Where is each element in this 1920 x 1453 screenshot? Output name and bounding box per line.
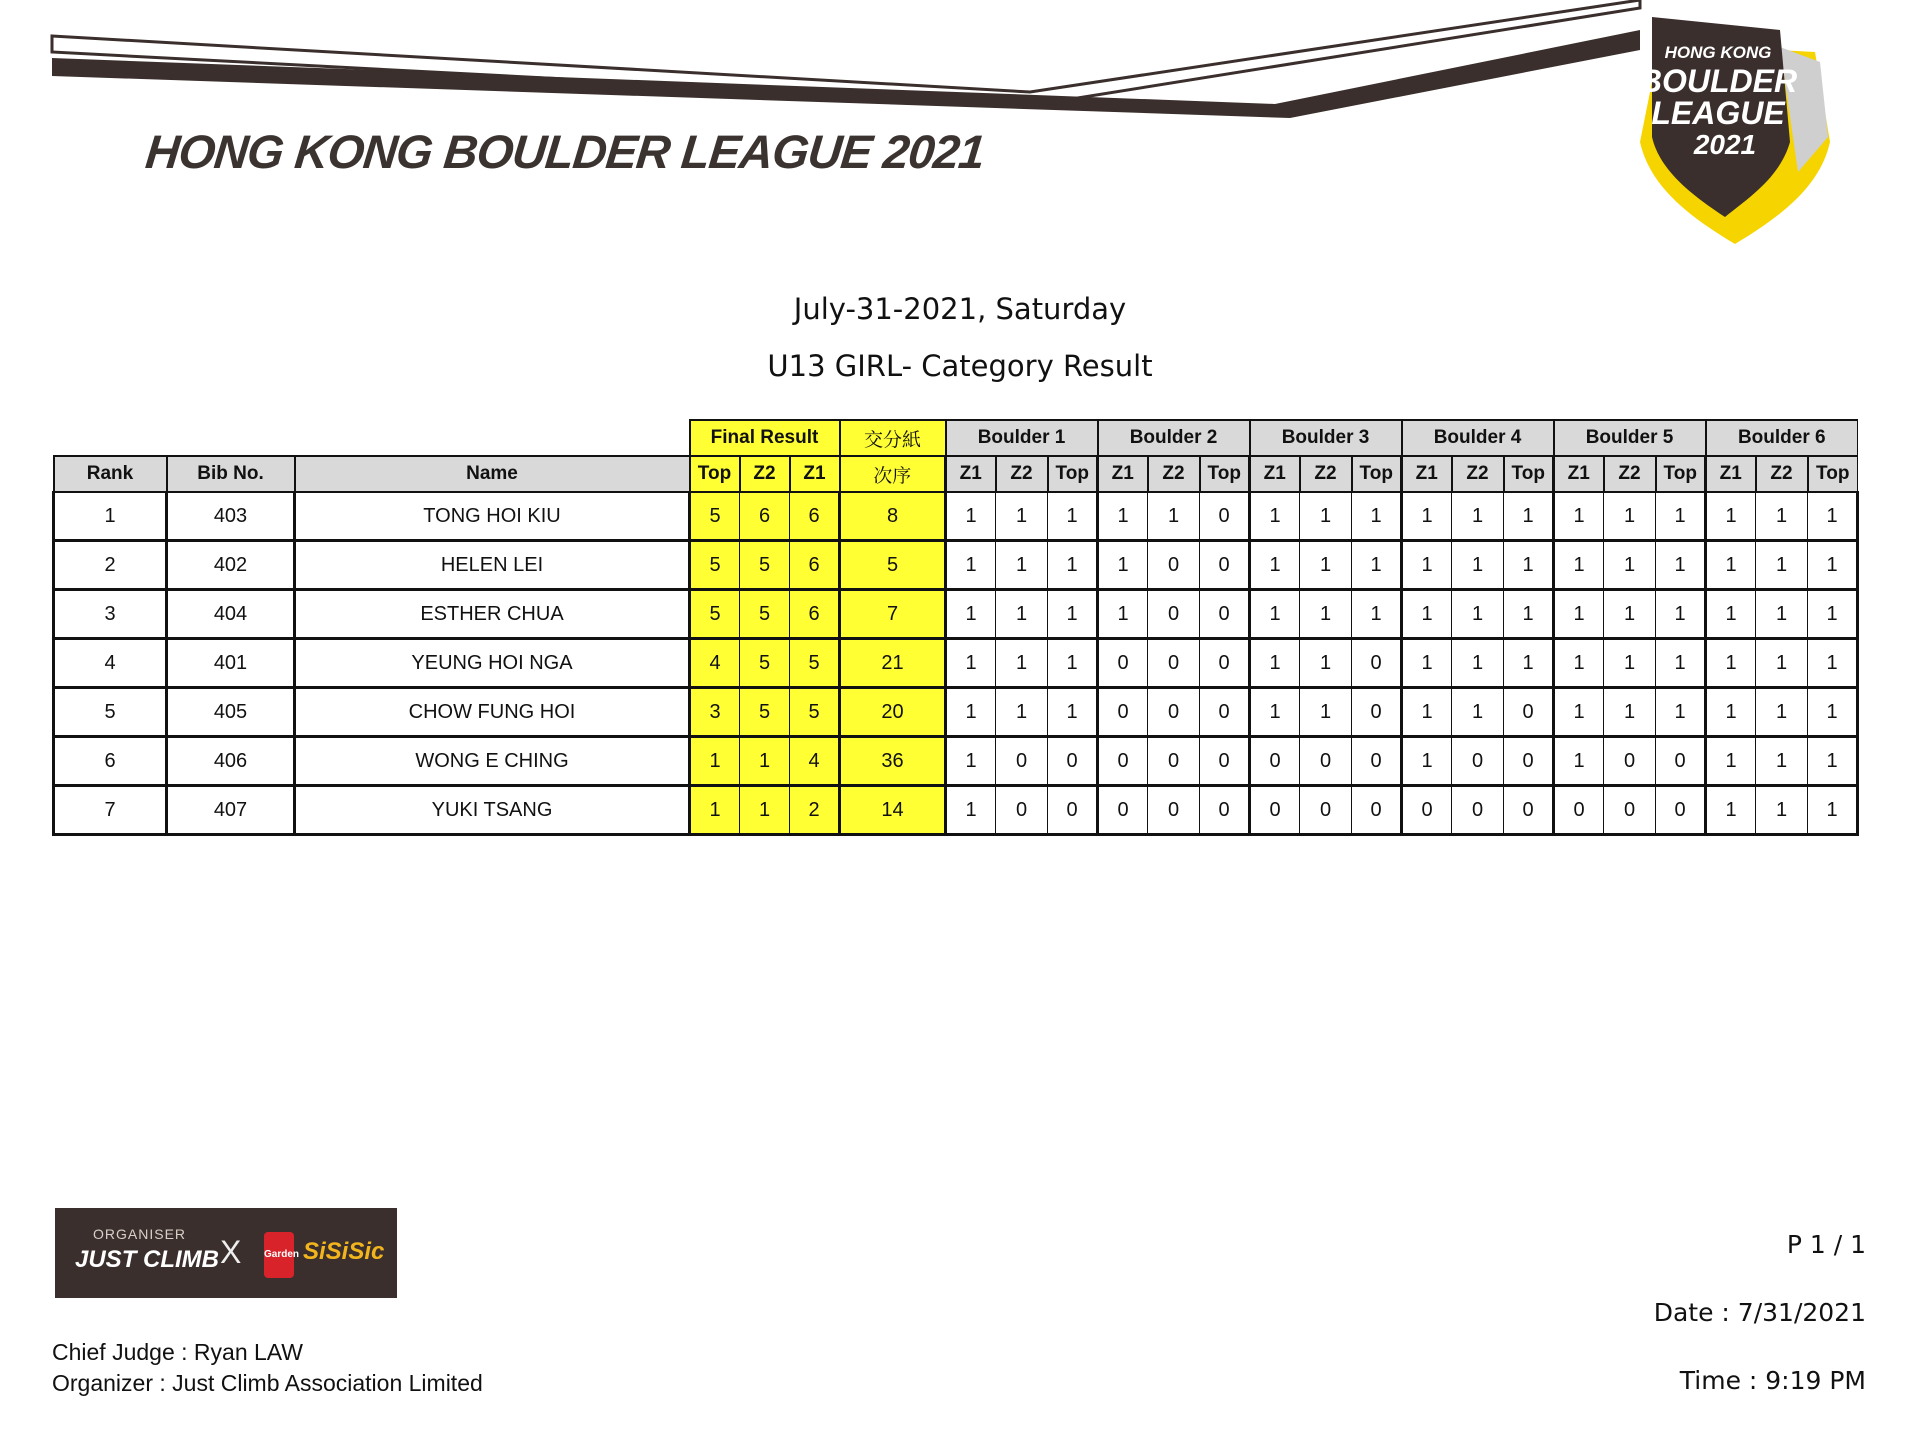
top-cell: 3 xyxy=(690,688,740,737)
boulder-4-top-cell: 0 xyxy=(1504,737,1554,786)
boulder-1-z1-cell: 1 xyxy=(946,639,996,688)
boulder-3-z1-cell: 1 xyxy=(1250,688,1300,737)
boulder-3-top-cell: 0 xyxy=(1352,688,1402,737)
boulder-5-header: Boulder 5 xyxy=(1554,420,1706,456)
rank-cell: 4 xyxy=(54,639,167,688)
boulder-1-z2-cell: 1 xyxy=(996,590,1048,639)
boulder-4-z1-cell: 1 xyxy=(1402,737,1452,786)
chief-judge: Chief Judge : Ryan LAW xyxy=(52,1339,303,1365)
league-logo xyxy=(1630,12,1840,252)
boulder-6-header: Boulder 6 xyxy=(1706,420,1858,456)
rank-cell: 5 xyxy=(54,688,167,737)
boulder-4-z1-cell: 1 xyxy=(1402,541,1452,590)
rank-cell: 1 xyxy=(54,492,167,541)
boulder-3-z1-cell: 1 xyxy=(1250,590,1300,639)
boulder-4-col-z1-header: Z1 xyxy=(1402,456,1452,492)
boulder-5-top-cell: 0 xyxy=(1656,737,1706,786)
z1-header: Z1 xyxy=(790,456,840,492)
boulder-1-top-cell: 0 xyxy=(1048,737,1098,786)
boulder-6-z1-cell: 1 xyxy=(1706,688,1756,737)
z2-cell: 1 xyxy=(740,737,790,786)
order-cell: 36 xyxy=(840,737,946,786)
boulder-4-z1-cell: 1 xyxy=(1402,639,1452,688)
boulder-2-col-z2-header: Z2 xyxy=(1148,456,1200,492)
boulder-3-z2-cell: 1 xyxy=(1300,688,1352,737)
boulder-6-top-cell: 1 xyxy=(1808,541,1858,590)
boulder-5-z1-cell: 1 xyxy=(1554,590,1604,639)
boulder-3-top-cell: 1 xyxy=(1352,541,1402,590)
boulder-5-z1-cell: 1 xyxy=(1554,737,1604,786)
bib-header: Bib No. xyxy=(167,456,295,492)
boulder-1-z1-cell: 1 xyxy=(946,541,996,590)
boulder-4-z2-cell: 1 xyxy=(1452,688,1504,737)
boulder-6-z1-cell: 1 xyxy=(1706,492,1756,541)
boulder-3-z2-cell: 1 xyxy=(1300,541,1352,590)
boulder-4-z2-cell: 1 xyxy=(1452,541,1504,590)
boulder-2-top-cell: 0 xyxy=(1200,688,1250,737)
boulder-3-z1-cell: 1 xyxy=(1250,639,1300,688)
boulder-3-col-z2-header: Z2 xyxy=(1300,456,1352,492)
z2-cell: 5 xyxy=(740,688,790,737)
boulder-5-top-cell: 1 xyxy=(1656,492,1706,541)
boulder-3-z2-cell: 1 xyxy=(1300,590,1352,639)
boulder-1-z2-cell: 0 xyxy=(996,737,1048,786)
boulder-5-top-cell: 0 xyxy=(1656,786,1706,835)
z2-cell: 6 xyxy=(740,492,790,541)
boulder-3-header: Boulder 3 xyxy=(1250,420,1402,456)
boulder-3-top-cell: 0 xyxy=(1352,639,1402,688)
boulder-1-header: Boulder 1 xyxy=(946,420,1098,456)
boulder-3-top-cell: 1 xyxy=(1352,492,1402,541)
print-date: Date : 7/31/2021 xyxy=(1653,1298,1866,1327)
boulder-2-col-z1-header: Z1 xyxy=(1098,456,1148,492)
name-cell: YEUNG HOI NGA xyxy=(295,639,690,688)
table-row xyxy=(54,541,1858,590)
order-cell: 5 xyxy=(840,541,946,590)
boulder-2-top-cell: 0 xyxy=(1200,492,1250,541)
boulder-6-z2-cell: 1 xyxy=(1756,590,1808,639)
boulder-5-top-cell: 1 xyxy=(1656,541,1706,590)
boulder-4-top-cell: 0 xyxy=(1504,688,1554,737)
logo-line-4: 2021 xyxy=(1693,129,1757,160)
boulder-1-top-cell: 1 xyxy=(1048,492,1098,541)
sponsor-separator: X xyxy=(220,1234,242,1270)
bib-cell: 402 xyxy=(167,541,295,590)
table-row xyxy=(54,590,1858,639)
table-row xyxy=(54,688,1858,737)
boulder-2-z2-cell: 0 xyxy=(1148,688,1200,737)
boulder-6-z2-cell: 1 xyxy=(1756,737,1808,786)
boulder-5-z2-cell: 1 xyxy=(1604,541,1656,590)
order-cell: 14 xyxy=(840,786,946,835)
boulder-4-top-cell: 1 xyxy=(1504,590,1554,639)
z1-cell: 6 xyxy=(790,541,840,590)
boulder-2-z2-cell: 0 xyxy=(1148,786,1200,835)
boulder-1-top-cell: 1 xyxy=(1048,639,1098,688)
order-cell: 21 xyxy=(840,639,946,688)
boulder-1-z1-cell: 1 xyxy=(946,786,996,835)
rank-cell: 3 xyxy=(54,590,167,639)
page-number: P 1 / 1 xyxy=(1786,1230,1866,1259)
order-header-bottom: 次序 xyxy=(840,456,946,492)
boulder-6-top-cell: 1 xyxy=(1808,688,1858,737)
garden-logo: Garden xyxy=(264,1232,294,1278)
rank-header: Rank xyxy=(54,456,167,492)
z1-cell: 2 xyxy=(790,786,840,835)
name-cell: TONG HOI KIU xyxy=(295,492,690,541)
boulder-1-z2-cell: 1 xyxy=(996,492,1048,541)
boulder-3-z1-cell: 0 xyxy=(1250,786,1300,835)
boulder-5-col-z2-header: Z2 xyxy=(1604,456,1656,492)
table-row xyxy=(54,737,1858,786)
z1-cell: 5 xyxy=(790,688,840,737)
boulder-6-z2-cell: 1 xyxy=(1756,639,1808,688)
boulder-2-z1-cell: 1 xyxy=(1098,541,1148,590)
z2-cell: 5 xyxy=(740,541,790,590)
organizer: Organizer : Just Climb Association Limited xyxy=(52,1370,483,1396)
boulder-2-z1-cell: 1 xyxy=(1098,492,1148,541)
boulder-2-z2-cell: 0 xyxy=(1148,541,1200,590)
z1-cell: 5 xyxy=(790,639,840,688)
boulder-3-col-z1-header: Z1 xyxy=(1250,456,1300,492)
boulder-4-header: Boulder 4 xyxy=(1402,420,1554,456)
boulder-2-top-cell: 0 xyxy=(1200,786,1250,835)
order-cell: 7 xyxy=(840,590,946,639)
top-cell: 5 xyxy=(690,492,740,541)
name-cell: YUKI TSANG xyxy=(295,786,690,835)
boulder-2-z2-cell: 0 xyxy=(1148,590,1200,639)
bib-cell: 403 xyxy=(167,492,295,541)
name-cell: CHOW FUNG HOI xyxy=(295,688,690,737)
boulder-1-z1-cell: 1 xyxy=(946,688,996,737)
z1-cell: 6 xyxy=(790,590,840,639)
boulder-6-z1-cell: 1 xyxy=(1706,737,1756,786)
boulder-2-z1-cell: 0 xyxy=(1098,737,1148,786)
boulder-5-col-z1-header: Z1 xyxy=(1554,456,1604,492)
boulder-4-z1-cell: 1 xyxy=(1402,590,1452,639)
bib-cell: 404 xyxy=(167,590,295,639)
boulder-1-z2-cell: 1 xyxy=(996,639,1048,688)
rank-cell: 2 xyxy=(54,541,167,590)
boulder-6-z1-cell: 1 xyxy=(1706,639,1756,688)
boulder-6-top-cell: 1 xyxy=(1808,737,1858,786)
boulder-1-top-cell: 1 xyxy=(1048,590,1098,639)
boulder-6-col-z1-header: Z1 xyxy=(1706,456,1756,492)
top-header: Top xyxy=(690,456,740,492)
logo-line-2: BOULDER xyxy=(1638,63,1798,99)
boulder-5-z2-cell: 1 xyxy=(1604,688,1656,737)
boulder-5-z2-cell: 1 xyxy=(1604,590,1656,639)
boulder-6-top-cell: 1 xyxy=(1808,492,1858,541)
boulder-4-z1-cell: 1 xyxy=(1402,688,1452,737)
top-cell: 5 xyxy=(690,541,740,590)
sisi-logo: SiSiSic xyxy=(303,1238,385,1265)
top-cell: 5 xyxy=(690,590,740,639)
boulder-4-z2-cell: 1 xyxy=(1452,639,1504,688)
boulder-5-top-cell: 1 xyxy=(1656,590,1706,639)
results-body xyxy=(54,492,1858,835)
order-cell: 8 xyxy=(840,492,946,541)
name-header: Name xyxy=(295,456,690,492)
boulder-6-top-cell: 1 xyxy=(1808,786,1858,835)
boulder-1-top-cell: 0 xyxy=(1048,786,1098,835)
logo-line-1: HONG KONG xyxy=(1664,43,1772,62)
boulder-5-z1-cell: 1 xyxy=(1554,688,1604,737)
boulder-1-col-z2-header: Z2 xyxy=(996,456,1048,492)
boulder-1-z2-cell: 1 xyxy=(996,541,1048,590)
boulder-1-z2-cell: 0 xyxy=(996,786,1048,835)
z2-cell: 5 xyxy=(740,639,790,688)
boulder-3-col-top-header: Top xyxy=(1352,456,1402,492)
boulder-6-top-cell: 1 xyxy=(1808,639,1858,688)
boulder-4-col-z2-header: Z2 xyxy=(1452,456,1504,492)
top-cell: 1 xyxy=(690,737,740,786)
boulder-6-col-top-header: Top xyxy=(1808,456,1858,492)
boulder-1-col-top-header: Top xyxy=(1048,456,1098,492)
boulder-3-z2-cell: 0 xyxy=(1300,786,1352,835)
boulder-3-z2-cell: 1 xyxy=(1300,492,1352,541)
boulder-4-z2-cell: 1 xyxy=(1452,590,1504,639)
boulder-2-col-top-header: Top xyxy=(1200,456,1250,492)
boulder-6-col-z2-header: Z2 xyxy=(1756,456,1808,492)
boulder-5-z2-cell: 1 xyxy=(1604,639,1656,688)
boulder-5-z2-cell: 0 xyxy=(1604,737,1656,786)
boulder-4-top-cell: 1 xyxy=(1504,492,1554,541)
results-table xyxy=(52,419,1859,836)
bib-cell: 401 xyxy=(167,639,295,688)
just-climb-logo: JUST CLIMB xyxy=(75,1246,219,1273)
boulder-1-z2-cell: 1 xyxy=(996,688,1048,737)
bib-cell: 406 xyxy=(167,737,295,786)
boulder-2-z2-cell: 0 xyxy=(1148,639,1200,688)
rank-cell: 7 xyxy=(54,786,167,835)
boulder-1-z1-cell: 1 xyxy=(946,492,996,541)
bib-cell: 405 xyxy=(167,688,295,737)
boulder-1-top-cell: 1 xyxy=(1048,688,1098,737)
name-cell: HELEN LEI xyxy=(295,541,690,590)
boulder-1-top-cell: 1 xyxy=(1048,541,1098,590)
organiser-label: ORGANISER xyxy=(93,1226,187,1242)
boulder-3-z2-cell: 1 xyxy=(1300,639,1352,688)
table-row xyxy=(54,786,1858,835)
final-result-header: Final Result xyxy=(690,420,840,456)
name-cell: WONG E CHING xyxy=(295,737,690,786)
table-row xyxy=(54,639,1858,688)
boulder-4-z2-cell: 0 xyxy=(1452,786,1504,835)
boulder-3-z1-cell: 1 xyxy=(1250,492,1300,541)
event-date: July-31-2021, Saturday xyxy=(793,292,1127,326)
boulder-2-z2-cell: 1 xyxy=(1148,492,1200,541)
boulder-2-top-cell: 0 xyxy=(1200,737,1250,786)
boulder-1-z1-cell: 1 xyxy=(946,737,996,786)
boulder-5-z1-cell: 1 xyxy=(1554,639,1604,688)
boulder-5-z2-cell: 0 xyxy=(1604,786,1656,835)
boulder-6-z1-cell: 1 xyxy=(1706,590,1756,639)
rank-cell: 6 xyxy=(54,737,167,786)
logo-line-3: LEAGUE xyxy=(1651,95,1785,131)
boulder-4-top-cell: 1 xyxy=(1504,541,1554,590)
category-title: U13 GIRL- Category Result xyxy=(767,349,1153,383)
boulder-3-top-cell: 0 xyxy=(1352,737,1402,786)
bib-cell: 407 xyxy=(167,786,295,835)
boulder-5-z2-cell: 1 xyxy=(1604,492,1656,541)
boulder-2-z1-cell: 0 xyxy=(1098,639,1148,688)
boulder-6-z2-cell: 1 xyxy=(1756,688,1808,737)
boulder-5-z1-cell: 1 xyxy=(1554,492,1604,541)
order-header-top: 交分紙 xyxy=(840,420,946,456)
boulder-4-z2-cell: 1 xyxy=(1452,492,1504,541)
boulder-4-z1-cell: 1 xyxy=(1402,492,1452,541)
boulder-2-z1-cell: 1 xyxy=(1098,590,1148,639)
boulder-6-top-cell: 1 xyxy=(1808,590,1858,639)
z1-cell: 6 xyxy=(790,492,840,541)
boulder-4-col-top-header: Top xyxy=(1504,456,1554,492)
boulder-6-z1-cell: 1 xyxy=(1706,541,1756,590)
boulder-6-z2-cell: 1 xyxy=(1756,541,1808,590)
boulder-5-col-top-header: Top xyxy=(1656,456,1706,492)
page-title: HONG KONG BOULDER LEAGUE 2021 xyxy=(143,125,987,178)
print-time: Time : 9:19 PM xyxy=(1679,1366,1866,1395)
name-cell: ESTHER CHUA xyxy=(295,590,690,639)
boulder-2-z1-cell: 0 xyxy=(1098,688,1148,737)
z2-header: Z2 xyxy=(740,456,790,492)
boulder-3-top-cell: 0 xyxy=(1352,786,1402,835)
boulder-4-z2-cell: 0 xyxy=(1452,737,1504,786)
order-cell: 20 xyxy=(840,688,946,737)
z2-cell: 1 xyxy=(740,786,790,835)
boulder-5-top-cell: 1 xyxy=(1656,688,1706,737)
boulder-3-top-cell: 1 xyxy=(1352,590,1402,639)
boulder-4-top-cell: 0 xyxy=(1504,786,1554,835)
z1-cell: 4 xyxy=(790,737,840,786)
boulder-2-header: Boulder 2 xyxy=(1098,420,1250,456)
boulder-6-z2-cell: 1 xyxy=(1756,786,1808,835)
boulder-6-z1-cell: 1 xyxy=(1706,786,1756,835)
top-cell: 1 xyxy=(690,786,740,835)
boulder-5-z1-cell: 1 xyxy=(1554,541,1604,590)
table-row xyxy=(54,492,1858,541)
boulder-2-top-cell: 0 xyxy=(1200,590,1250,639)
boulder-1-z1-cell: 1 xyxy=(946,590,996,639)
boulder-1-col-z1-header: Z1 xyxy=(946,456,996,492)
boulder-2-z1-cell: 0 xyxy=(1098,786,1148,835)
boulder-6-z2-cell: 1 xyxy=(1756,492,1808,541)
boulder-3-z1-cell: 0 xyxy=(1250,737,1300,786)
boulder-2-top-cell: 0 xyxy=(1200,639,1250,688)
boulder-2-top-cell: 0 xyxy=(1200,541,1250,590)
top-cell: 4 xyxy=(690,639,740,688)
boulder-5-top-cell: 1 xyxy=(1656,639,1706,688)
boulder-3-z2-cell: 0 xyxy=(1300,737,1352,786)
boulder-4-z1-cell: 0 xyxy=(1402,786,1452,835)
boulder-2-z2-cell: 0 xyxy=(1148,737,1200,786)
boulder-3-z1-cell: 1 xyxy=(1250,541,1300,590)
sponsor-banner xyxy=(55,1208,397,1298)
boulder-5-z1-cell: 0 xyxy=(1554,786,1604,835)
z2-cell: 5 xyxy=(740,590,790,639)
boulder-4-top-cell: 1 xyxy=(1504,639,1554,688)
